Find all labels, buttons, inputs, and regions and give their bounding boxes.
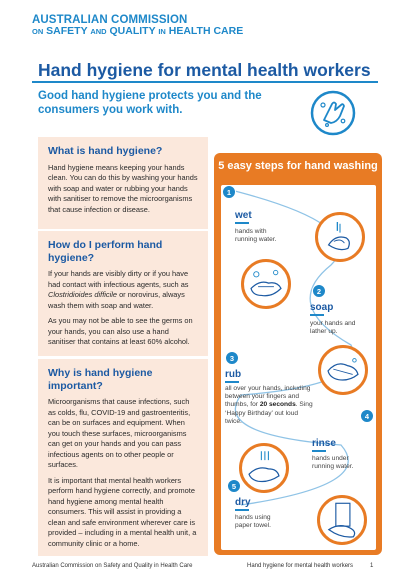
section-how-to-perform [38, 231, 208, 356]
step-name: dry [235, 497, 251, 511]
step-description: hands under running water. [312, 455, 354, 471]
section-heading: What is hand hygiene? [48, 145, 163, 157]
step-name: rub [225, 369, 241, 383]
page-number: 1 [370, 563, 374, 569]
page-subtitle: Good hand hygiene protects you and the consumers you work with. [38, 90, 262, 116]
step-number: 3 [225, 351, 239, 365]
section-heading: Why is hand hygiene important? [48, 367, 153, 392]
step-description: hands with running water. [235, 228, 277, 244]
org-name-line1: AUSTRALIAN COMMISSION [32, 14, 188, 26]
steps-card [221, 185, 376, 550]
step-number: 1 [222, 185, 236, 199]
section-what-is-hand-hygiene [38, 137, 208, 229]
step-name: rinse [312, 438, 336, 452]
section-why-important [38, 359, 208, 556]
step-description: hands using paper towel. [235, 514, 271, 530]
step-number: 4 [360, 409, 374, 423]
step-description: your hands and lather up. [310, 320, 356, 336]
organisation-logo [32, 14, 243, 38]
rub-hands-illustration [318, 345, 368, 395]
footer-organisation: Australian Commission on Safety and Quality in Health Care [32, 563, 193, 569]
section-heading: How do I perform hand hygiene? [48, 239, 163, 264]
step-name: soap [310, 302, 333, 316]
rinse-hands-illustration [239, 443, 289, 493]
wet-hands-illustration [315, 212, 365, 262]
steps-title: 5 easy steps for hand washing [218, 160, 378, 172]
section-body: As you may not be able to see the germs on your hands, you can also use a hand sanitiser that contains at least 60% alcohol. [48, 316, 193, 347]
section-body: It is important that mental health workers perform hand hygiene correctly, and promote hand hygiene among mental health consumers. This will assist in providing a clean and safe environment wherever care is provided – including in a mental health unit, a community clinic or a home. [48, 475, 197, 548]
section-body: If your hands are visibly dirty or if you have had contact with infectious agents, such as Clostridioides difficile or norovirus, always wash them with soap and water. [48, 269, 189, 310]
org-name-line2: ON SAFETY AND QUALITY IN HEALTH CARE [32, 25, 244, 38]
page-title: Hand hygiene for mental health workers [38, 60, 371, 80]
soap-hands-illustration [241, 259, 291, 309]
step-number: 5 [227, 479, 241, 493]
step-description: all over your hands, including between your fingers and thumbs, for 20 seconds. Sing ‘Happy Birthday’ out loud twice. [225, 385, 313, 425]
section-body: Microorganisms that cause infections, such as colds, flu, COVID-19 and gastroenteritis, can be on surfaces and equipment. When you touch these surfaces, microorganisms can get on your hands and you can pass infectious agents on to other people or surfaces. [48, 397, 191, 470]
step-name: wet [235, 210, 252, 224]
hand-washing-icon [310, 90, 356, 136]
footer-document-title: Hand hygiene for mental health workers [247, 563, 354, 569]
step-number: 2 [312, 284, 326, 298]
dry-hands-illustration [317, 495, 367, 545]
title-divider [32, 81, 378, 83]
section-body: Hand hygiene means keeping your hands clean. You can do this by washing your hands with soap and water or rubbing your hands with sanitiser to remove the microorganisms that cause infection or disease. [48, 162, 198, 214]
